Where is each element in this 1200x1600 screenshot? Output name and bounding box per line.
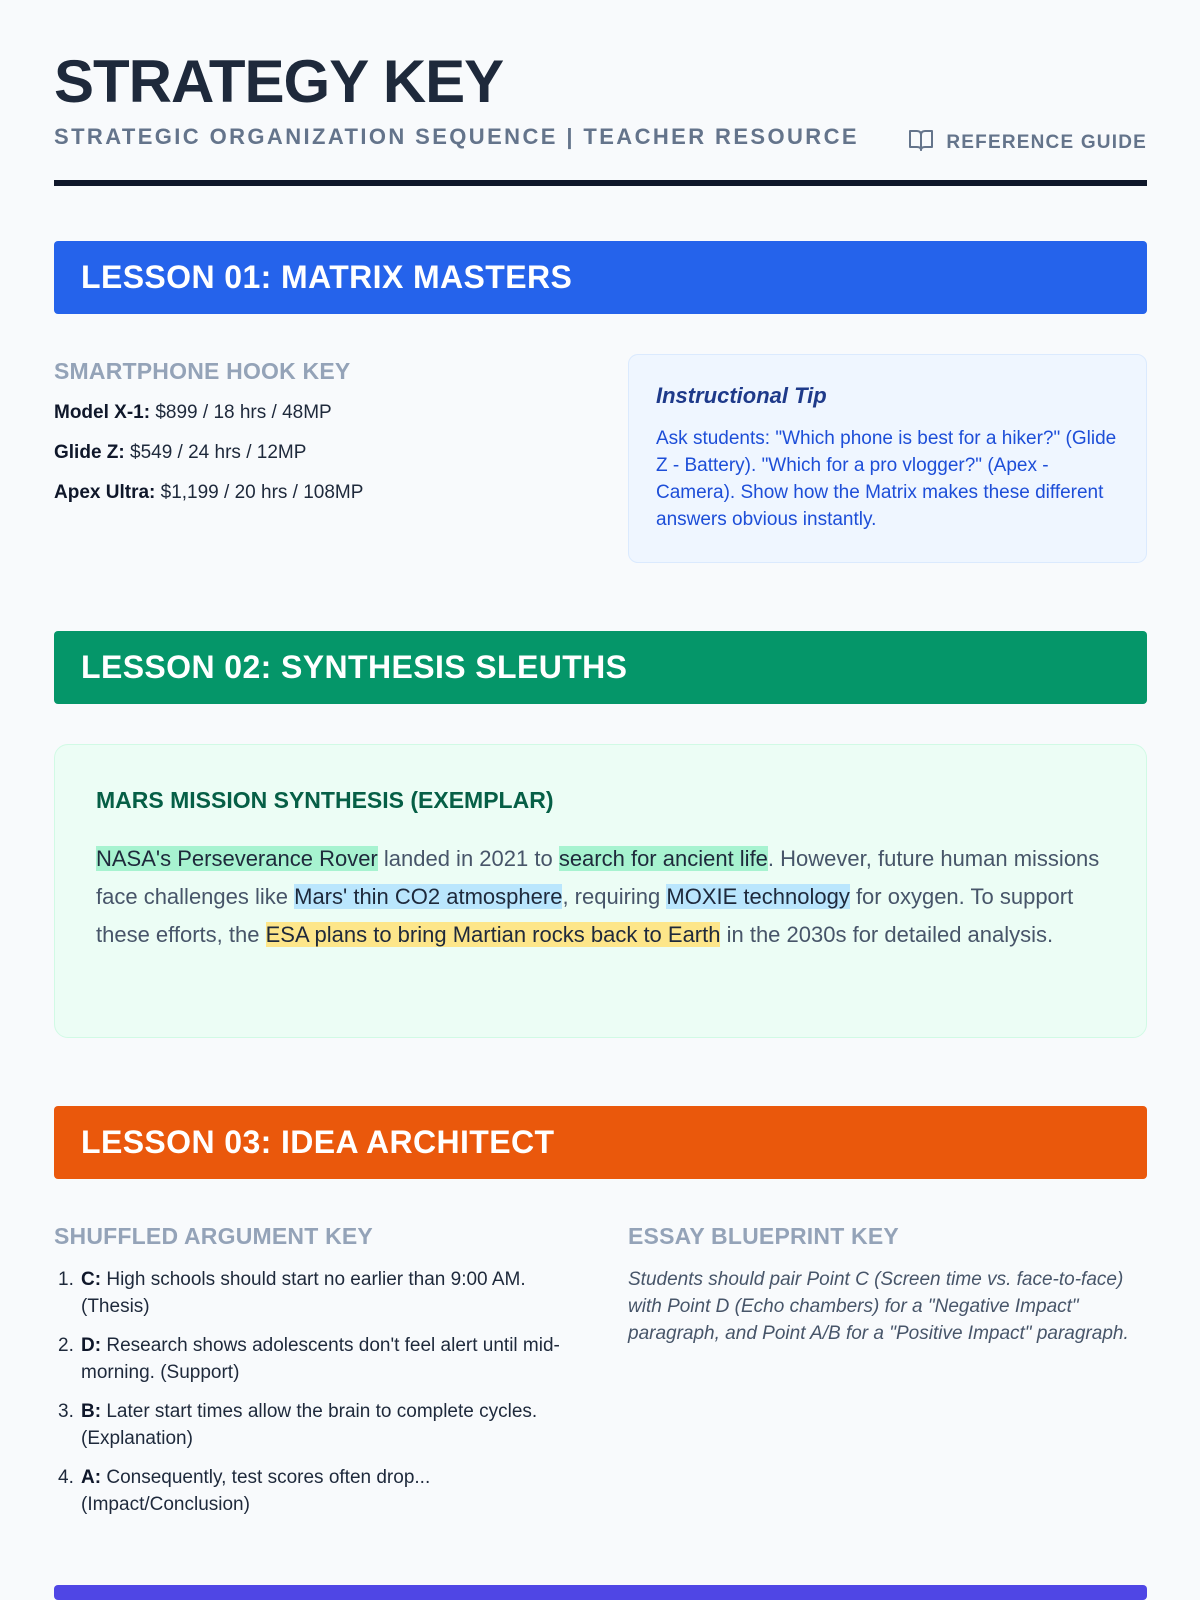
lesson-03-bar: LESSON 03: IDEA ARCHITECT (54, 1106, 1147, 1179)
highlight-blue: Mars' thin CO2 atmosphere (294, 884, 563, 909)
argument-text: Later start times allow the brain to complete cycles. (Explanation) (81, 1401, 538, 1449)
item-number: 3. (58, 1401, 74, 1422)
phone-model: Glide Z: (54, 442, 125, 463)
list-item (54, 1332, 574, 1386)
argument-text: Consequently, test scores often drop... (Impact/Conclusion) (81, 1467, 431, 1515)
essay-blueprint-text: Students should pair Point C (Screen time vs. face-to-face) with Point D (Echo chambers) for a "Negative Impact" paragraph, and Point A/B for a "Positive Impact" paragraph. (628, 1269, 1129, 1344)
paragraph-text: for oxygen. To support these efforts, the (96, 884, 1074, 947)
item-number: 1. (58, 1269, 74, 1290)
phone-specs: $899 / 18 hrs / 48MP (155, 402, 332, 423)
spec-row (54, 481, 594, 521)
phone-model: Model X-1: (54, 402, 151, 423)
page-header (54, 0, 1147, 186)
list-item (54, 1464, 574, 1518)
tip-title: Instructional Tip (656, 383, 827, 408)
reference-guide-label: REFERENCE GUIDE (946, 132, 1147, 153)
synthesis-paragraph (96, 840, 1105, 954)
page-subtitle: STRATEGIC ORGANIZATION SEQUENCE | TEACHER RESOURCE (54, 124, 859, 149)
argument-letter: B: (81, 1401, 102, 1422)
item-number: 2. (58, 1335, 74, 1356)
shuffled-argument-heading: SHUFFLED ARGUMENT KEY (54, 1223, 373, 1249)
header-divider (54, 180, 1147, 186)
highlight-blue: MOXIE technology (666, 884, 850, 909)
phone-model: Apex Ultra: (54, 482, 156, 503)
spec-row (54, 401, 594, 441)
lesson-01-bar: LESSON 01: MATRIX MASTERS (54, 241, 1147, 314)
strategy-key-page (54, 0, 1147, 1515)
paragraph-text: in the 2030s for detailed analysis. (720, 922, 1054, 947)
page-title: STRATEGY KEY (54, 48, 504, 115)
argument-letter: D: (81, 1335, 102, 1356)
paragraph-text: landed in 2021 to (377, 846, 559, 871)
smartphone-hook-heading: SMARTPHONE HOOK KEY (54, 358, 351, 384)
lesson-04-bar (54, 1585, 1147, 1600)
argument-text: High schools should start no earlier than 9:00 AM. (Thesis) (81, 1269, 526, 1317)
list-item (54, 1266, 574, 1320)
item-number: 4. (58, 1467, 74, 1488)
synthesis-title: MARS MISSION SYNTHESIS (EXEMPLAR) (96, 787, 554, 813)
book-open-icon (908, 128, 934, 158)
reference-guide-link[interactable] (908, 128, 1147, 158)
highlight-green: search for ancient life (558, 846, 768, 871)
paragraph-text: , requiring (562, 884, 667, 909)
argument-text: Research shows adolescents don't feel alert until mid-morning. (Support) (81, 1335, 560, 1383)
lesson-02-bar: LESSON 02: SYNTHESIS SLEUTHS (54, 631, 1147, 704)
tip-body: Ask students: "Which phone is best for a hiker?" (Glide Z - Battery). "Which for a pro vlogger?" (Apex - Camera). Show how the Matrix makes these different answers obvious instantly. (656, 428, 1117, 530)
essay-blueprint-heading: ESSAY BLUEPRINT KEY (628, 1223, 899, 1249)
argument-letter: C: (81, 1269, 102, 1290)
highlight-green: NASA's Perseverance Rover (96, 846, 378, 871)
argument-letter: A: (81, 1467, 102, 1488)
phone-specs: $549 / 24 hrs / 12MP (130, 442, 307, 463)
paragraph-text: . However, future human missions face challenges like (96, 846, 1100, 909)
spec-row (54, 441, 594, 481)
list-item (54, 1398, 574, 1452)
smartphone-spec-list (54, 401, 594, 521)
argument-list (54, 1266, 574, 1530)
highlight-yellow: ESA plans to bring Martian rocks back to Earth (265, 922, 721, 947)
instructional-tip-card (628, 354, 1147, 563)
synthesis-card (54, 744, 1147, 1038)
phone-specs: $1,199 / 20 hrs / 108MP (160, 482, 364, 503)
